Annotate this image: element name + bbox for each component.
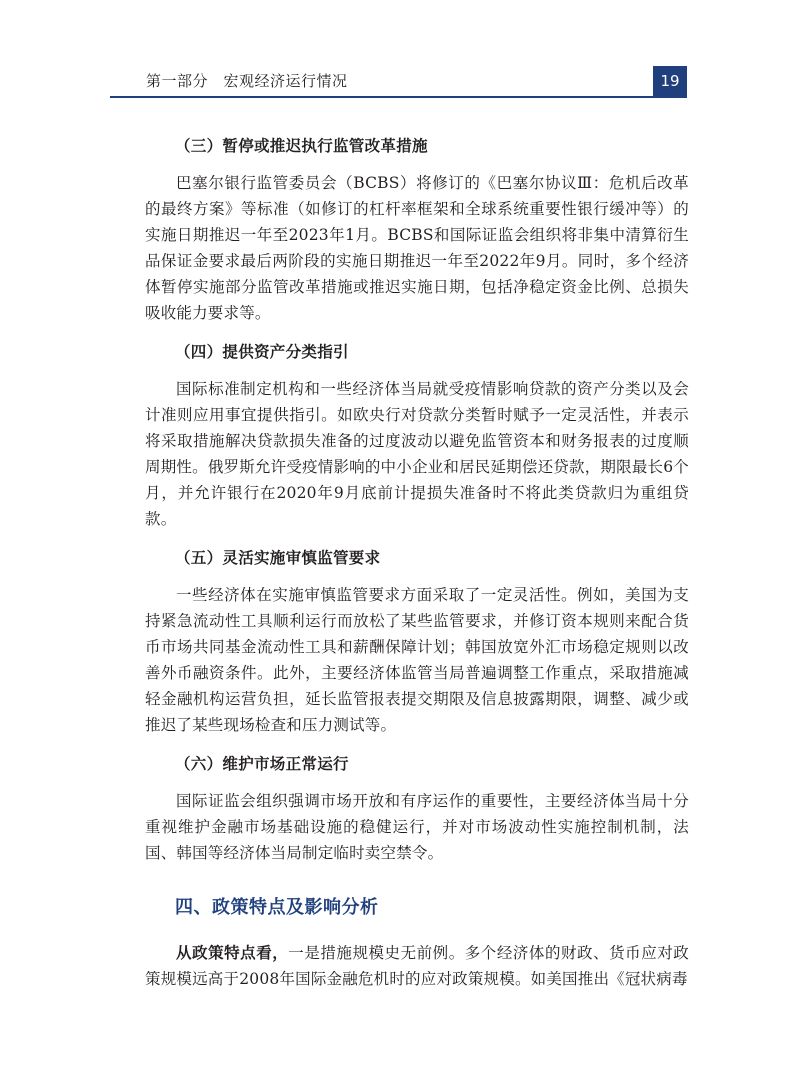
subsection-body-5: 一些经济体在实施审慎监管要求方面采取了一定灵活性。例如，美国为支持紧急流动性工具顺利运行而放松了某些监管要求，并修订资本规则来配合货币市场共同基金流动性工具和薪酬保障计划；韩国放宽外汇市场稳定规则以改善外币融资条件。此外，主要经济体监管当局普遍调整工作重点，采取措施减轻金融机构运营负担，延长监管报表提交期限及信息披露期限，调整、减少或推迟了某些现场检查和压力测试等。: [145, 586, 689, 734]
subsection-body-3: 巴塞尔银行监管委员会（BCBS）将修订的《巴塞尔协议Ⅲ：危机后改革的最终方案》等标准（如修订的杠杆率框架和全球系统重要性银行缓冲等）的实施日期推迟一年至2023年1月。BCBS和国际证监会组织将非集中清算衍生品保证金要求最后两阶段的实施日期推迟一年至2022年9月。同时，多个经济体暂停实施部分监管改革措施或推迟实施日期，包括净稳定资金比例、总损失吸收能力要求等。: [145, 174, 689, 322]
subsection-body-4: 国际标准制定机构和一些经济体当局就受疫情影响贷款的资产分类以及会计准则应用事宜提供指引。如欧央行对贷款分类暂时赋予一定灵活性，并表示将采取措施解决贷款损失准备的过度波动以避免监管资本和财务报表的过度顺周期性。俄罗斯允许受疫情影响的中小企业和居民延期偿还贷款，期限最长6个月，并允许银行在2020年9月底前计提损失准备时不将此类贷款归为重组贷款。: [145, 380, 689, 528]
page-header: [0, 0, 793, 100]
subsection-heading-3: （三）暂停或推迟执行监管改革措施: [175, 137, 428, 155]
page-body: [145, 130, 689, 992]
header-divider: [110, 96, 687, 98]
part4-lead: 从政策特点看，: [176, 943, 289, 962]
page-number: 19: [660, 72, 680, 90]
subsection-heading-6: （六）维护市场正常运行: [175, 755, 349, 773]
running-header-title: 第一部分 宏观经济运行情况: [146, 72, 348, 90]
page-number-badge: [653, 66, 687, 96]
section-title-part4: 四、政策特点及影响分析: [175, 897, 379, 918]
subsection-body-6: 国际证监会组织强调市场开放和有序运作的重要性，主要经济体当局十分重视维护金融市场基础设施的稳健运行，并对市场波动性实施控制机制，法国、韩国等经济体当局制定临时卖空禁令。: [145, 792, 689, 862]
part4-body: [145, 940, 689, 992]
subsection-heading-5: （五）灵活实施审慎监管要求: [175, 549, 381, 567]
subsection-heading-4: （四）提供资产分类指引: [175, 343, 349, 361]
part4-text: 一是措施规模史无前例。多个经济体的财政、货币应对政策规模远高于2008年国际金融危机时的应对政策规模。如美国推出《冠状病毒: [145, 944, 689, 988]
